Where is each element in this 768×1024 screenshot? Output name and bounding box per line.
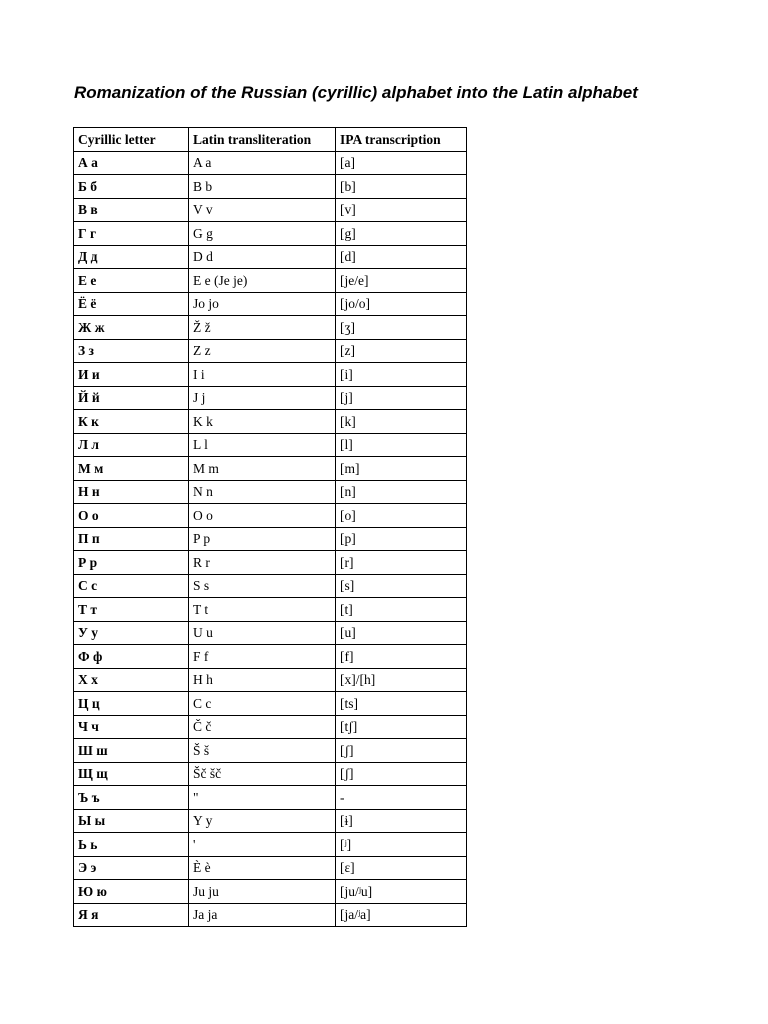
table-row [74,856,467,880]
cyrillic-letter-cell: Б б [74,175,189,199]
table-row [74,574,467,598]
cyrillic-letter-cell: П п [74,527,189,551]
table-row [74,762,467,786]
ipa-transcription-cell: [b] [336,175,467,199]
latin-transliteration-cell: J j [189,386,336,410]
latin-transliteration-cell: È è [189,856,336,880]
cyrillic-letter-cell: Ц ц [74,692,189,716]
latin-transliteration-cell: Jo jo [189,292,336,316]
table-row [74,621,467,645]
table-row [74,692,467,716]
table-row [74,433,467,457]
table-row [74,198,467,222]
latin-transliteration-cell: H h [189,668,336,692]
ipa-transcription-cell: [x]/[h] [336,668,467,692]
ipa-transcription-cell: [j] [336,386,467,410]
ipa-transcription-cell: [d] [336,245,467,269]
cyrillic-letter-cell: Х х [74,668,189,692]
cyrillic-letter-cell: Е е [74,269,189,293]
cyrillic-letter-cell: Ш ш [74,739,189,763]
cyrillic-letter-cell: Ч ч [74,715,189,739]
ipa-transcription-cell: [ʃ] [336,739,467,763]
transliteration-table [73,127,467,927]
table-row [74,410,467,434]
cyrillic-letter-cell: Ь ь [74,833,189,857]
latin-transliteration-cell: E e (Je je) [189,269,336,293]
latin-transliteration-cell: Z z [189,339,336,363]
cyrillic-letter-cell: А а [74,151,189,175]
latin-transliteration-cell: P p [189,527,336,551]
ipa-transcription-cell: [ts] [336,692,467,716]
ipa-transcription-cell: [s] [336,574,467,598]
cyrillic-letter-cell: С с [74,574,189,598]
latin-transliteration-cell: U u [189,621,336,645]
ipa-transcription-cell: [a] [336,151,467,175]
table-row [74,786,467,810]
cyrillic-letter-cell: Ж ж [74,316,189,340]
table-row [74,175,467,199]
latin-transliteration-cell: Š š [189,739,336,763]
ipa-transcription-cell: [u] [336,621,467,645]
table-row [74,245,467,269]
cyrillic-letter-cell: Р р [74,551,189,575]
cyrillic-letter-cell: Г г [74,222,189,246]
cyrillic-letter-cell: З з [74,339,189,363]
ipa-transcription-cell: [l] [336,433,467,457]
latin-transliteration-cell: A a [189,151,336,175]
latin-transliteration-cell: V v [189,198,336,222]
table-row [74,480,467,504]
latin-transliteration-cell: Šč šč [189,762,336,786]
cyrillic-letter-cell: Щ щ [74,762,189,786]
ipa-transcription-cell: [ju/ʲu] [336,880,467,904]
latin-transliteration-cell: T t [189,598,336,622]
table-row [74,339,467,363]
ipa-transcription-cell: [g] [336,222,467,246]
ipa-transcription-cell: [je/e] [336,269,467,293]
ipa-transcription-cell: [ʲ] [336,833,467,857]
cyrillic-letter-cell: Т т [74,598,189,622]
header-latin-transliteration: Latin transliteration [189,128,336,152]
table-row [74,457,467,481]
ipa-transcription-cell: - [336,786,467,810]
ipa-transcription-cell: [t] [336,598,467,622]
latin-transliteration-cell: M m [189,457,336,481]
cyrillic-letter-cell: Ы ы [74,809,189,833]
ipa-transcription-cell: [m] [336,457,467,481]
ipa-transcription-cell: [tʃ] [336,715,467,739]
table-row [74,292,467,316]
cyrillic-letter-cell: В в [74,198,189,222]
ipa-transcription-cell: [o] [336,504,467,528]
table-row [74,809,467,833]
table-row [74,504,467,528]
ipa-transcription-cell: [v] [336,198,467,222]
table-row [74,551,467,575]
latin-transliteration-cell: N n [189,480,336,504]
ipa-transcription-cell: [p] [336,527,467,551]
table-row [74,386,467,410]
cyrillic-letter-cell: Ъ ъ [74,786,189,810]
ipa-transcription-cell: [ʃ] [336,762,467,786]
latin-transliteration-cell: C c [189,692,336,716]
ipa-transcription-cell: [n] [336,480,467,504]
latin-transliteration-cell: K k [189,410,336,434]
table-body [74,151,467,927]
latin-transliteration-cell: G g [189,222,336,246]
table-row [74,527,467,551]
latin-transliteration-cell: Y y [189,809,336,833]
cyrillic-letter-cell: Э э [74,856,189,880]
ipa-transcription-cell: [k] [336,410,467,434]
cyrillic-letter-cell: М м [74,457,189,481]
latin-transliteration-cell: D d [189,245,336,269]
latin-transliteration-cell: " [189,786,336,810]
table-row [74,222,467,246]
table-header-row [74,128,467,152]
table-row [74,903,467,927]
table-row [74,316,467,340]
ipa-transcription-cell: [i] [336,363,467,387]
table-row [74,598,467,622]
cyrillic-letter-cell: Й й [74,386,189,410]
ipa-transcription-cell: [ʒ] [336,316,467,340]
latin-transliteration-cell: R r [189,551,336,575]
table-row [74,739,467,763]
header-ipa-transcription: IPA transcription [336,128,467,152]
table-row [74,715,467,739]
table-row [74,269,467,293]
cyrillic-letter-cell: Я я [74,903,189,927]
cyrillic-letter-cell: Ё ё [74,292,189,316]
cyrillic-letter-cell: Ю ю [74,880,189,904]
latin-transliteration-cell: B b [189,175,336,199]
cyrillic-letter-cell: О о [74,504,189,528]
latin-transliteration-cell: Ja ja [189,903,336,927]
cyrillic-letter-cell: Ф ф [74,645,189,669]
cyrillic-letter-cell: Д д [74,245,189,269]
ipa-transcription-cell: [z] [336,339,467,363]
latin-transliteration-cell: O o [189,504,336,528]
latin-transliteration-cell: L l [189,433,336,457]
latin-transliteration-cell: Ju ju [189,880,336,904]
ipa-transcription-cell: [ja/ʲa] [336,903,467,927]
ipa-transcription-cell: [jo/o] [336,292,467,316]
ipa-transcription-cell: [ɨ] [336,809,467,833]
table-row [74,833,467,857]
table-row [74,668,467,692]
page-title: Romanization of the Russian (cyrillic) alphabet into the Latin alphabet [74,83,638,102]
table-row [74,151,467,175]
ipa-transcription-cell: [f] [336,645,467,669]
latin-transliteration-cell: Č č [189,715,336,739]
table-row [74,363,467,387]
ipa-transcription-cell: [r] [336,551,467,575]
cyrillic-letter-cell: И и [74,363,189,387]
latin-transliteration-cell: F f [189,645,336,669]
table-row [74,880,467,904]
latin-transliteration-cell: I i [189,363,336,387]
cyrillic-letter-cell: К к [74,410,189,434]
cyrillic-letter-cell: Н н [74,480,189,504]
cyrillic-letter-cell: У у [74,621,189,645]
ipa-transcription-cell: [ɛ] [336,856,467,880]
header-cyrillic-letter: Cyrillic letter [74,128,189,152]
latin-transliteration-cell: Ž ž [189,316,336,340]
latin-transliteration-cell: ' [189,833,336,857]
table-row [74,645,467,669]
cyrillic-letter-cell: Л л [74,433,189,457]
latin-transliteration-cell: S s [189,574,336,598]
